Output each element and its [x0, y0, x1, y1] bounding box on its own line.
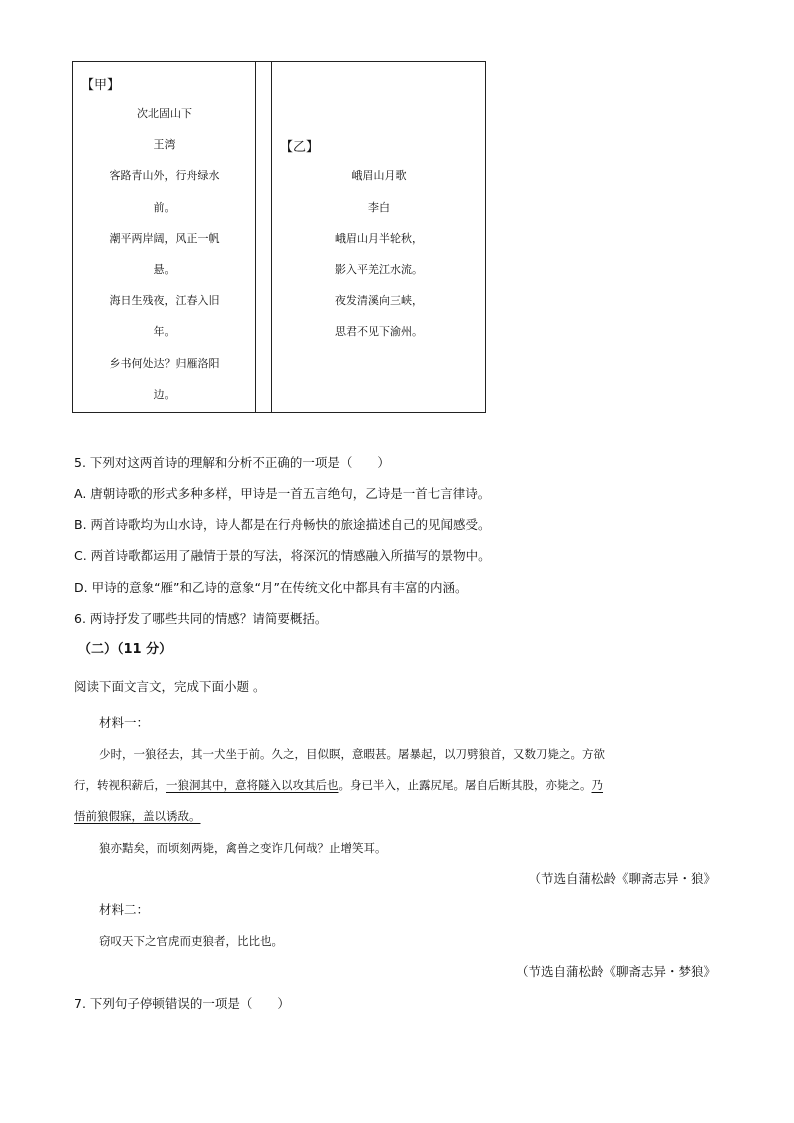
question-7-stem: 7. 下列句子停顿错误的一项是（ ）: [74, 996, 290, 1011]
poem-line: 前。: [153, 201, 176, 214]
material-1-line: [74, 808, 201, 824]
material-2-line: 窃叹天下之官虎而吏狼者，比比也。: [99, 934, 283, 948]
question-5-option-a: A. 唐朝诗歌的形式多种多样，甲诗是一首五言绝句，乙诗是一首七言律诗。: [74, 486, 491, 501]
poem-jia-title: 次北固山下: [137, 107, 192, 120]
section-2-instruction: 阅读下面文言文，完成下面小题 。: [74, 679, 266, 694]
poem-line: 夜发清溪向三峡，: [335, 294, 423, 307]
poem-line: 峨眉山月半轮秋，: [335, 232, 423, 245]
poem-line: 思君不见下渝州。: [335, 325, 423, 338]
poem-yi-tag: 【乙】: [280, 140, 320, 155]
material-1-line: 行，转视积薪后，一狼洞其中，意将隧入以攻其后也。身已半入，止露尻尾。屠自后断其股，亦毙之。乃: [74, 778, 603, 792]
section-2-heading: （二）（11 分）: [78, 642, 173, 657]
poem-line: 海日生残夜，江春入旧: [109, 294, 220, 307]
underlined-sentence: 悟前狼假寐，盖以诱敌。: [74, 809, 201, 823]
poem-jia-tag: 【甲】: [81, 78, 121, 93]
question-5-option-b: B. 两首诗歌均为山水诗，诗人都是在行舟畅快的旅途描述自己的见闻感受。: [74, 517, 491, 532]
material-1-label: 材料一：: [99, 715, 150, 730]
poem-line: 客路青山外，行舟绿水: [109, 169, 220, 182]
question-6-stem: 6. 两诗抒发了哪些共同的情感？请简要概括。: [74, 611, 328, 626]
poem-line: 边。: [153, 388, 176, 401]
material-1-source: （节选自蒲松龄《聊斋志异・狼》: [528, 871, 716, 886]
poem-line: 年。: [153, 325, 176, 338]
poem-table: [72, 61, 486, 413]
underlined-sentence: 乃: [591, 778, 603, 792]
question-5-option-c: C. 两首诗歌都运用了融情于景的写法，将深沉的情感融入所描写的景物中。: [74, 548, 491, 563]
material-2-source: （节选自蒲松龄《聊斋志异・梦狼》: [515, 964, 716, 979]
poem-yi-title: 峨眉山月歌: [351, 169, 407, 182]
material-1-line: 少时，一狼径去，其一犬坐于前。久之，目似瞑，意暇甚。屠暴起，以刀劈狼首，又数刀毙之。方欲: [99, 747, 605, 761]
poem-line: 潮平两岸阔，风正一帆: [109, 232, 220, 245]
material-2-label: 材料二：: [99, 902, 150, 917]
poem-line: 影入平羌江水流。: [335, 263, 423, 276]
question-5-stem: 5. 下列对这两首诗的理解和分析不正确的一项是（ ）: [74, 455, 390, 470]
poem-yi-author: 李白: [368, 201, 390, 214]
question-5-option-d: D. 甲诗的意象“雁”和乙诗的意象“月”在传统文化中都具有丰富的内涵。: [74, 580, 468, 595]
underlined-sentence: 一狼洞其中，意将隧入以攻其后也: [166, 778, 339, 792]
poem-jia-author: 王湾: [153, 138, 176, 151]
poem-line: 悬。: [153, 263, 176, 276]
poem-line: 乡书何处达？归雁洛阳: [109, 357, 220, 370]
material-1-line: 狼亦黠矣，而顷刻两毙，禽兽之变诈几何哉？止增笑耳。: [99, 841, 387, 855]
